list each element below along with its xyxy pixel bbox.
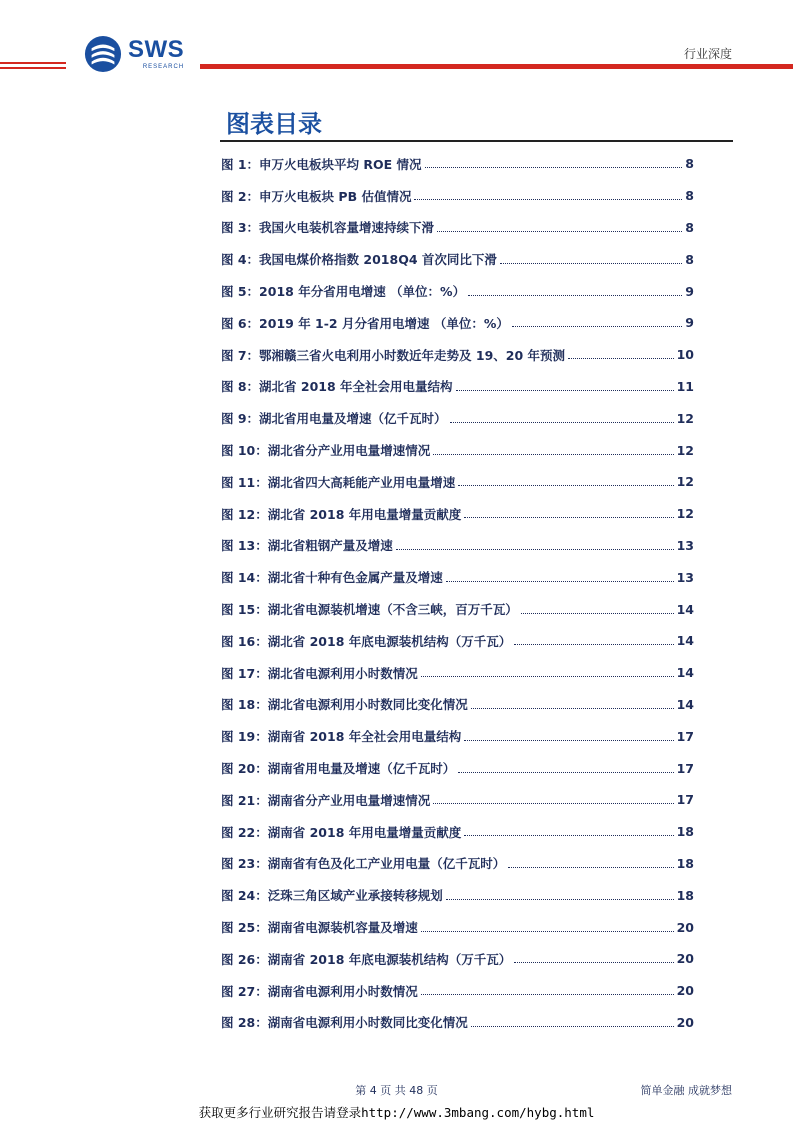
toc-entry-page: 11 (676, 378, 694, 394)
toc-entry[interactable] (221, 148, 694, 180)
toc-dot-leader (450, 422, 674, 423)
toc-entry[interactable] (221, 339, 694, 371)
toc-entry-label: 图 1：申万火电板块平均 ROE 情况 (221, 156, 422, 172)
toc-entry-label: 图 19：湖南省 2018 年全社会用电量结构 (221, 729, 462, 745)
toc-entry[interactable] (221, 720, 694, 752)
header-rule-right (200, 64, 793, 69)
toc-dot-leader (514, 962, 673, 963)
toc-entry-page: 18 (676, 887, 694, 903)
toc-entry-page: 8 (685, 156, 694, 172)
toc-entry-label: 图 10：湖北省分产业用电量增速情况 (221, 443, 431, 459)
toc-entry-label: 图 27：湖南省电源利用小时数情况 (221, 983, 418, 999)
toc-entry-label: 图 15：湖北省电源装机增速（不含三峡，百万千瓦） (221, 602, 518, 618)
toc-entry-page: 12 (676, 442, 694, 458)
toc-entry[interactable] (221, 466, 694, 498)
toc-entry-page: 8 (685, 188, 694, 204)
toc-entry-label: 图 18：湖北省电源利用小时数同比变化情况 (221, 697, 468, 713)
toc-entry[interactable] (221, 371, 694, 403)
brand-name: SWS (128, 36, 185, 63)
toc-entry-page: 14 (676, 633, 694, 649)
toc-dot-leader (446, 581, 674, 582)
toc-entry-page: 14 (676, 696, 694, 712)
toc-dot-leader (421, 994, 674, 995)
toc-entry[interactable] (221, 402, 694, 434)
toc-entry[interactable] (221, 212, 694, 244)
toc-entry-label: 图 17：湖北省电源利用小时数情况 (221, 665, 418, 681)
toc-entry-page: 13 (676, 569, 694, 585)
toc-entry-label: 图 22：湖南省 2018 年用电量增量贡献度 (221, 824, 462, 840)
toc-entry[interactable] (221, 307, 694, 339)
toc-entry[interactable] (221, 180, 694, 212)
toc-entry[interactable] (221, 879, 694, 911)
toc-entry[interactable] (221, 275, 694, 307)
toc-entry-page: 12 (676, 474, 694, 490)
toc-entry[interactable] (221, 689, 694, 721)
toc-entry-label: 图 6：2019 年 1-2 月分省用电增速 （单位：%） (221, 315, 509, 331)
figure-list (221, 148, 694, 1038)
toc-entry-page: 17 (676, 792, 694, 808)
toc-entry[interactable] (221, 593, 694, 625)
toc-dot-leader (446, 899, 674, 900)
toc-entry[interactable] (221, 561, 694, 593)
toc-entry-label: 图 4：我国电煤价格指数 2018Q4 首次同比下滑 (221, 252, 497, 268)
toc-dot-leader (464, 835, 673, 836)
toc-entry-page: 20 (676, 1014, 694, 1030)
toc-entry-label: 图 2：申万火电板块 PB 估值情况 (221, 188, 412, 204)
toc-entry-label: 图 23：湖南省有色及化工产业用电量（亿千瓦时） (221, 856, 506, 872)
toc-entry[interactable] (221, 243, 694, 275)
toc-entry-page: 8 (685, 219, 694, 235)
toc-entry[interactable] (221, 434, 694, 466)
header-rule-left-bottom (0, 67, 66, 69)
toc-entry-page: 20 (676, 983, 694, 999)
footer-slogan: 简单金融 成就梦想 (640, 1084, 732, 1097)
toc-dot-leader (521, 613, 674, 614)
company-logo (84, 34, 184, 74)
toc-dot-leader (514, 644, 673, 645)
brand-subtitle: RESEARCH (142, 64, 185, 70)
toc-entry[interactable] (221, 1007, 694, 1039)
toc-entry-label: 图 20：湖南省用电量及增速（亿千瓦时） (221, 761, 456, 777)
toc-entry-label: 图 11：湖北省四大高耗能产业用电量增速 (221, 474, 456, 490)
toc-dot-leader (568, 358, 674, 359)
toc-entry[interactable] (221, 975, 694, 1007)
toc-entry-label: 图 16：湖北省 2018 年底电源装机结构（万千瓦） (221, 633, 512, 649)
toc-dot-leader (433, 454, 673, 455)
toc-entry[interactable] (221, 911, 694, 943)
toc-entry-label: 图 5：2018 年分省用电增速 （单位：%） (221, 284, 466, 300)
toc-entry[interactable] (221, 530, 694, 562)
toc-dot-leader (456, 390, 674, 391)
toc-entry-label: 图 14：湖北省十种有色金属产量及增速 (221, 570, 443, 586)
toc-entry-label: 图 8：湖北省 2018 年全社会用电量结构 (221, 379, 453, 395)
section-label: 行业深度 (683, 47, 732, 61)
toc-dot-leader (437, 231, 682, 232)
toc-entry-label: 图 13：湖北省粗钢产量及增速 (221, 538, 393, 554)
toc-entry[interactable] (221, 657, 694, 689)
toc-dot-leader (425, 167, 683, 168)
toc-entry-page: 18 (676, 824, 694, 840)
toc-dot-leader (458, 772, 673, 773)
toc-entry-page: 18 (676, 855, 694, 871)
toc-entry-label: 图 12：湖北省 2018 年用电量增量贡献度 (221, 506, 462, 522)
toc-entry-label: 图 28：湖南省电源利用小时数同比变化情况 (221, 1015, 468, 1031)
toc-dot-leader (508, 867, 673, 868)
toc-entry-label: 图 9：湖北省用电量及增速（亿千瓦时） (221, 411, 447, 427)
toc-entry-page: 13 (676, 537, 694, 553)
page-title: 图表目录 (226, 110, 322, 138)
toc-entry[interactable] (221, 498, 694, 530)
title-divider (220, 140, 733, 142)
toc-entry-label: 图 25：湖南省电源装机容量及增速 (221, 920, 418, 936)
toc-entry-page: 14 (676, 665, 694, 681)
toc-dot-leader (421, 931, 674, 932)
toc-dot-leader (433, 803, 673, 804)
toc-entry-page: 17 (676, 760, 694, 776)
toc-entry-page: 20 (676, 919, 694, 935)
toc-entry-page: 17 (676, 728, 694, 744)
toc-entry-label: 图 26：湖南省 2018 年底电源装机结构（万千瓦） (221, 951, 512, 967)
toc-entry-label: 图 24：泛珠三角区域产业承接转移规划 (221, 888, 443, 904)
toc-entry-page: 12 (676, 410, 694, 426)
toc-entry[interactable] (221, 943, 694, 975)
toc-dot-leader (421, 676, 674, 677)
toc-entry[interactable] (221, 625, 694, 657)
header-rule-left-top (0, 62, 66, 64)
toc-dot-leader (414, 199, 682, 200)
toc-dot-leader (512, 326, 682, 327)
toc-entry-page: 20 (676, 951, 694, 967)
toc-entry[interactable] (221, 752, 694, 784)
footer-note: 获取更多行业研究报告请登录http://www.3mbang.com/hybg.html (198, 1105, 595, 1120)
toc-entry-page: 10 (676, 347, 694, 363)
toc-dot-leader (464, 740, 673, 741)
toc-dot-leader (471, 1026, 674, 1027)
toc-entry[interactable] (221, 848, 694, 880)
toc-entry-page: 9 (685, 315, 694, 331)
toc-dot-leader (458, 485, 673, 486)
toc-entry[interactable] (221, 784, 694, 816)
toc-dot-leader (500, 263, 682, 264)
toc-entry-page: 9 (685, 283, 694, 299)
toc-entry-page: 8 (685, 251, 694, 267)
toc-entry[interactable] (221, 816, 694, 848)
sws-logo-icon (84, 35, 122, 73)
page-number: 第 4 页 共 48 页 (355, 1084, 438, 1097)
toc-dot-leader (464, 517, 673, 518)
toc-entry-label: 图 21：湖南省分产业用电量增速情况 (221, 792, 431, 808)
toc-entry-label: 图 7：鄂湘赣三省火电利用小时数近年走势及 19、20 年预测 (221, 347, 566, 363)
toc-entry-page: 14 (676, 601, 694, 617)
toc-entry-page: 12 (676, 506, 694, 522)
toc-dot-leader (396, 549, 674, 550)
toc-dot-leader (471, 708, 674, 709)
toc-dot-leader (468, 295, 682, 296)
toc-entry-label: 图 3：我国火电装机容量增速持续下滑 (221, 220, 435, 236)
